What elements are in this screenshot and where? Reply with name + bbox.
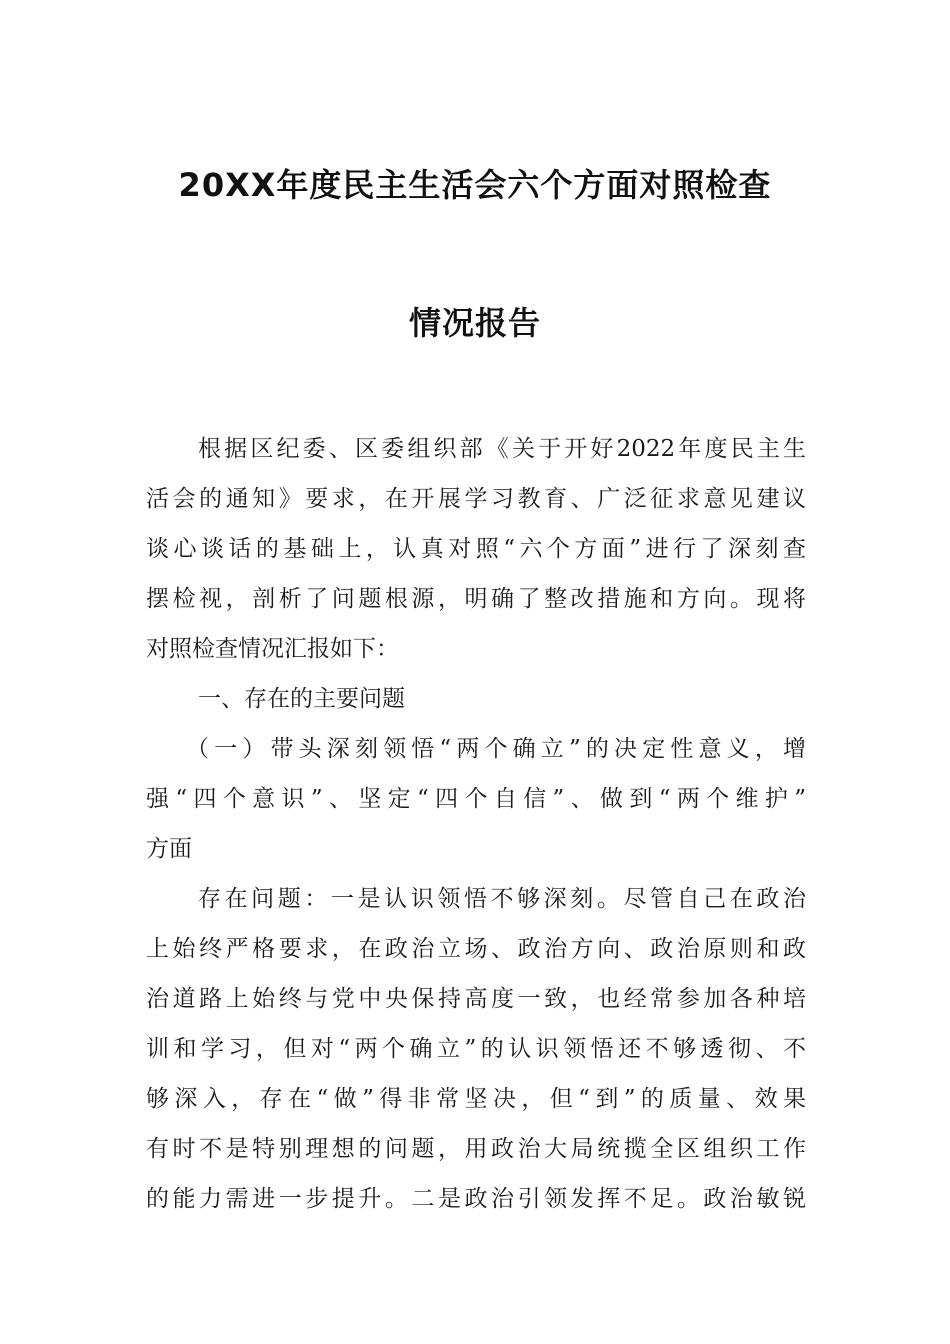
paragraph-line: 谈心谈话的基础上，认真对照“六个方面”进行了深刻查 <box>146 536 806 562</box>
paragraph-line: 有时不是特别理想的问题，用政治大局统揽全区组织工作 <box>146 1136 806 1162</box>
section-heading: 一、存在的主要问题 <box>198 686 405 712</box>
document-title-line-1: 20XX年度民主生活会六个方面对照检查 <box>178 166 772 204</box>
subsection-heading-line: 方面 <box>146 836 192 862</box>
paragraph-line: 的能力需进一步提升。二是政治引领发挥不足。政治敏锐 <box>146 1186 806 1212</box>
subsection-heading-line: 强“四个意识”、坚定“四个自信”、做到“两个维护” <box>146 786 806 812</box>
paragraph-line: 治道路上始终与党中央保持高度一致，也经常参加各种培 <box>146 986 806 1012</box>
paragraph-line: 根据区纪委、区委组织部《关于开好2022年度民主生 <box>198 436 806 462</box>
paragraph-line: 训和学习，但对“两个确立”的认识领悟还不够透彻、不 <box>146 1036 806 1062</box>
paragraph-line: 存在问题：一是认识领悟不够深刻。尽管自己在政治 <box>198 886 806 912</box>
paragraph-line: 够深入，存在“做”得非常坚决，但“到”的质量、效果 <box>146 1086 806 1112</box>
document-body <box>146 424 806 1224</box>
paragraph-line: 活会的通知》要求，在开展学习教育、广泛征求意见建议 <box>146 486 806 512</box>
paragraph-line: 摆检视，剖析了问题根源，明确了整改措施和方向。现将 <box>146 586 806 612</box>
document-title-line-2: 情况报告 <box>408 304 541 342</box>
paragraph-line: 上始终严格要求，在政治立场、政治方向、政治原则和政 <box>146 936 806 962</box>
subsection-heading-line: （一）带头深刻领悟“两个确立”的决定性意义，增 <box>186 736 806 762</box>
paragraph-line: 对照检查情况汇报如下： <box>146 636 399 662</box>
